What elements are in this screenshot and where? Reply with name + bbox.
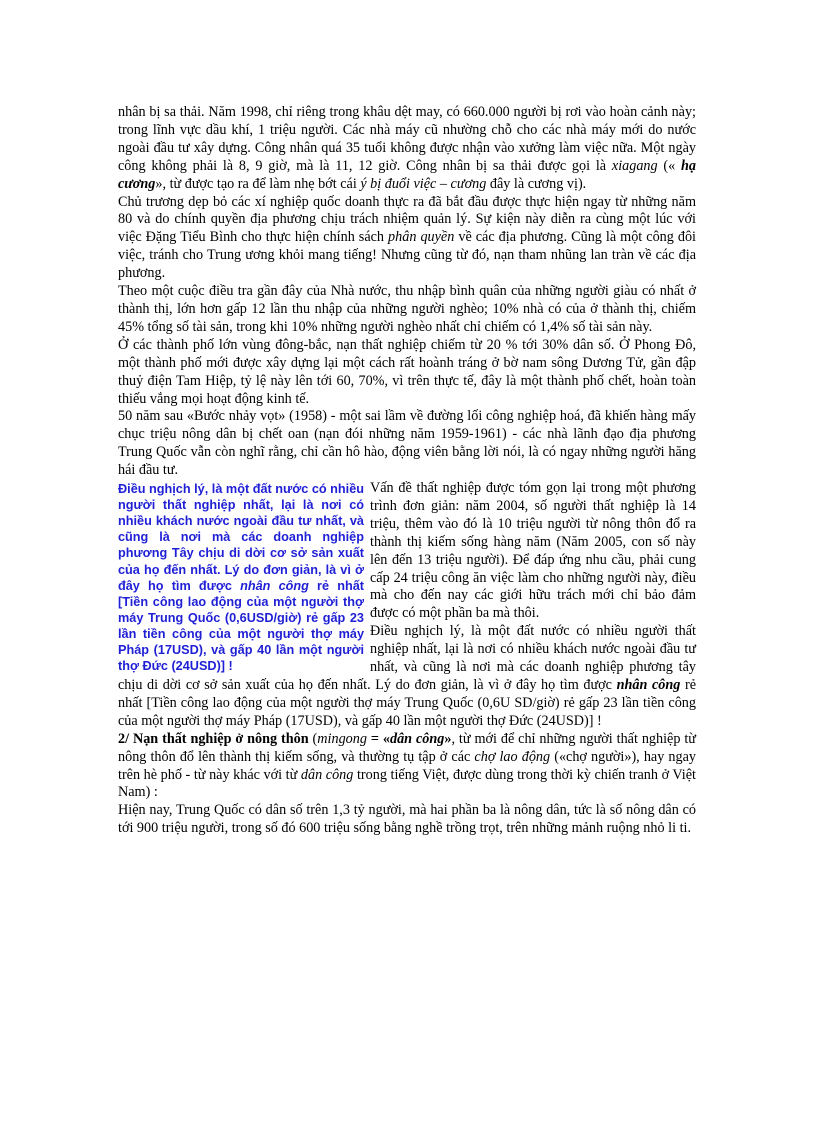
term-dan-cong: dân công: [389, 730, 445, 747]
sidebar-callout: Điều nghịch lý, là một đất nước có nhiều người thất nghiệp nhất, lại là nơi có nhiều khách nước ngoài đầu tư nhất, và cũng là nơi mà các doanh nghiệp phương Tây chịu di dời cơ sở sản xuất của họ đến nhất. Lý do đơn giản, là vì ở đây họ tìm được nhân công rẻ nhất [Tiền công lao động của một người thợ máy Trung Quốc (0,6USD/giờ) rẻ gấp 23 lần tiền công của một người thợ máy Pháp (17USD), và gấp 40 lần một người thợ Đức (24USD)] !: [118, 482, 365, 674]
paragraph-sacked-workers: nhân bị sa thải. Năm 1998, chỉ riêng trong khâu dệt may, có 660.000 người bị rơi vào hoàn cảnh này; trong lĩnh vực dầu khí, 1 triệu người. Các nhà máy cũ nhường chỗ cho các nhà máy mới do nước ngoài đầu tư xây dựng. Công nhân quá 35 tuổi không được nhận vào xưởng làm việc nữa. Một ngày công không phải là 8, 9 giờ, mà là 11, 12 giờ. Công nhân bị sa thải được gọi là xiagang (« hạ cương», từ được tạo ra để làm nhẹ bớt cái ý bị đuổi việc – cương đây là cương vị).: [118, 104, 697, 192]
term-nhan-cong: nhân công: [616, 677, 681, 693]
term-dan-cong-2: dân công: [300, 766, 354, 783]
paragraph-unemployment-equation: Vấn đề thất nghiệp được tóm gọn lại trong một phương trình đơn giản: năm 2004, số người thất nghiệp là 14 triệu, thêm vào đó là 10 triệu người từ nông thôn đổ ra thành thị kiếm sống hàng năm (Năm 2005, con số này lên đến 13 triệu người). Để đáp ứng nhu cầu, phải cung cấp 24 triệu công ăn việc làm cho những người này, điều mà cho đến nay các giới hữu trách mới chỉ bảo đảm được có một phần ba mà thôi.: [370, 480, 696, 622]
paragraph-state-enterprises: Chủ trương dẹp bỏ các xí nghiệp quốc doanh thực ra đã bắt đầu được thực hiện ngay từ những năm 80 và do chính quyền địa phương chịu trách nhiệm quản lý. Sự kiện này diễn ra cùng một lúc với việc Đặng Tiểu Bình cho thực hiện chính sách phân quyền về các địa phương. Cũng là một công đôi việc, tránh cho Trung ương khỏi mang tiếng! Nhưng cũng từ đó, nạn tham nhũng lan tràn về các địa phương.: [118, 193, 696, 282]
term-mingong: mingong: [317, 730, 367, 747]
term-xiagang: xiagang: [611, 157, 658, 174]
term-cho-lao-dong: chợ lao động: [474, 748, 551, 765]
term-ha-cuong: hạ cương: [118, 157, 697, 192]
term-phan-quyen: phân quyền: [388, 229, 455, 246]
section-heading-rural-unemployment: 2/ Nạn thất nghiệp ở nông thôn (mingong = «dân công», từ mới để chỉ những người thất nghiệp từ nông thôn đổ lên thành thị kiếm sống, và thường tụ tập ở các chợ lao động («chợ người»), hay ngay trên hè phố - từ này khác với từ dân công trong tiếng Việt, được dùng trong thời kỳ chiến tranh ở Việt Nam) :: [118, 730, 697, 801]
paragraph-rural-population: Hiện nay, Trung Quốc có dân số trên 1,3 tỷ người, mà hai phần ba là nông dân, tức là số nông dân có tới 900 triệu người, trong số đó 600 triệu sống bằng nghề trồng trọt, trên những mảnh ruộng nhỏ li ti.: [118, 802, 696, 837]
document-page: [118, 104, 696, 838]
paragraph-paradox: Điều nghịch lý, là một đất nước có nhiều người thất nghiệp nhất, lại là nơi có nhiều khách nước ngoài đầu tư nhất, và cũng là nơi mà các doanh nghiệp phương tây chịu di dời cơ sở sản xuất của họ đến nhất. Lý do đơn giản, là vì ở đây họ tìm được nhân công rẻ nhất [Tiền công lao động của một người thợ máy Trung Quốc (0,6U SD/giờ) rẻ gấp 23 lần tiền công của một người thợ máy Pháp (17USD), và gấp 40 lần một người thợ Đức (24USD)] !: [118, 623, 696, 729]
section-title: 2/ Nạn thất nghiệp ở nông thôn: [118, 730, 309, 747]
paragraph-northeast-cities: Ở các thành phố lớn vùng đông-bắc, nạn thất nghiệp chiếm từ 20 % tới 30% dân số. Ở Phong Đô, một thành phố mới được xây dựng lại một cách rất hoành tráng ở bờ nam sông Dương Tử, gần đập thuỷ điện Tam Hiệp, tỷ lệ này lên tới 60, 70%, vì trên thực tế, đây là một thành phố chết, hoàn toàn thiếu vắng mọi hoạt động kinh tế.: [118, 336, 696, 407]
paragraph-great-leap: 50 năm sau «Bước nhảy vọt» (1958) - một sai lầm về đường lối công nghiệp hoá, đã khiến hàng mấy chục triệu nông dân bị chết oan (nạn đói những năm 1959-1961) - các nhà lãnh đạo địa phương Trung Quốc vẫn còn nghĩ rằng, chỉ cần hô hào, động viên bằng lời nói, là có ngay những người hăng hái đầu tư.: [118, 408, 696, 479]
callout-term-nhan-cong: nhân công: [240, 578, 309, 593]
paragraph-income-survey: Theo một cuộc điều tra gần đây của Nhà nước, thu nhập bình quân của những người giàu có nhất ở thành thị, lớn hơn gấp 12 lần thu nhập của những người nghèo; 10% nhà có của ở thành thị, chiếm 45% tổng số tài sản, trong khi 10% những người nghèo nhất chỉ chiếm có 1,4% số tài sản này.: [118, 283, 696, 335]
term-meaning: ý bị đuổi việc – cương: [360, 175, 487, 192]
